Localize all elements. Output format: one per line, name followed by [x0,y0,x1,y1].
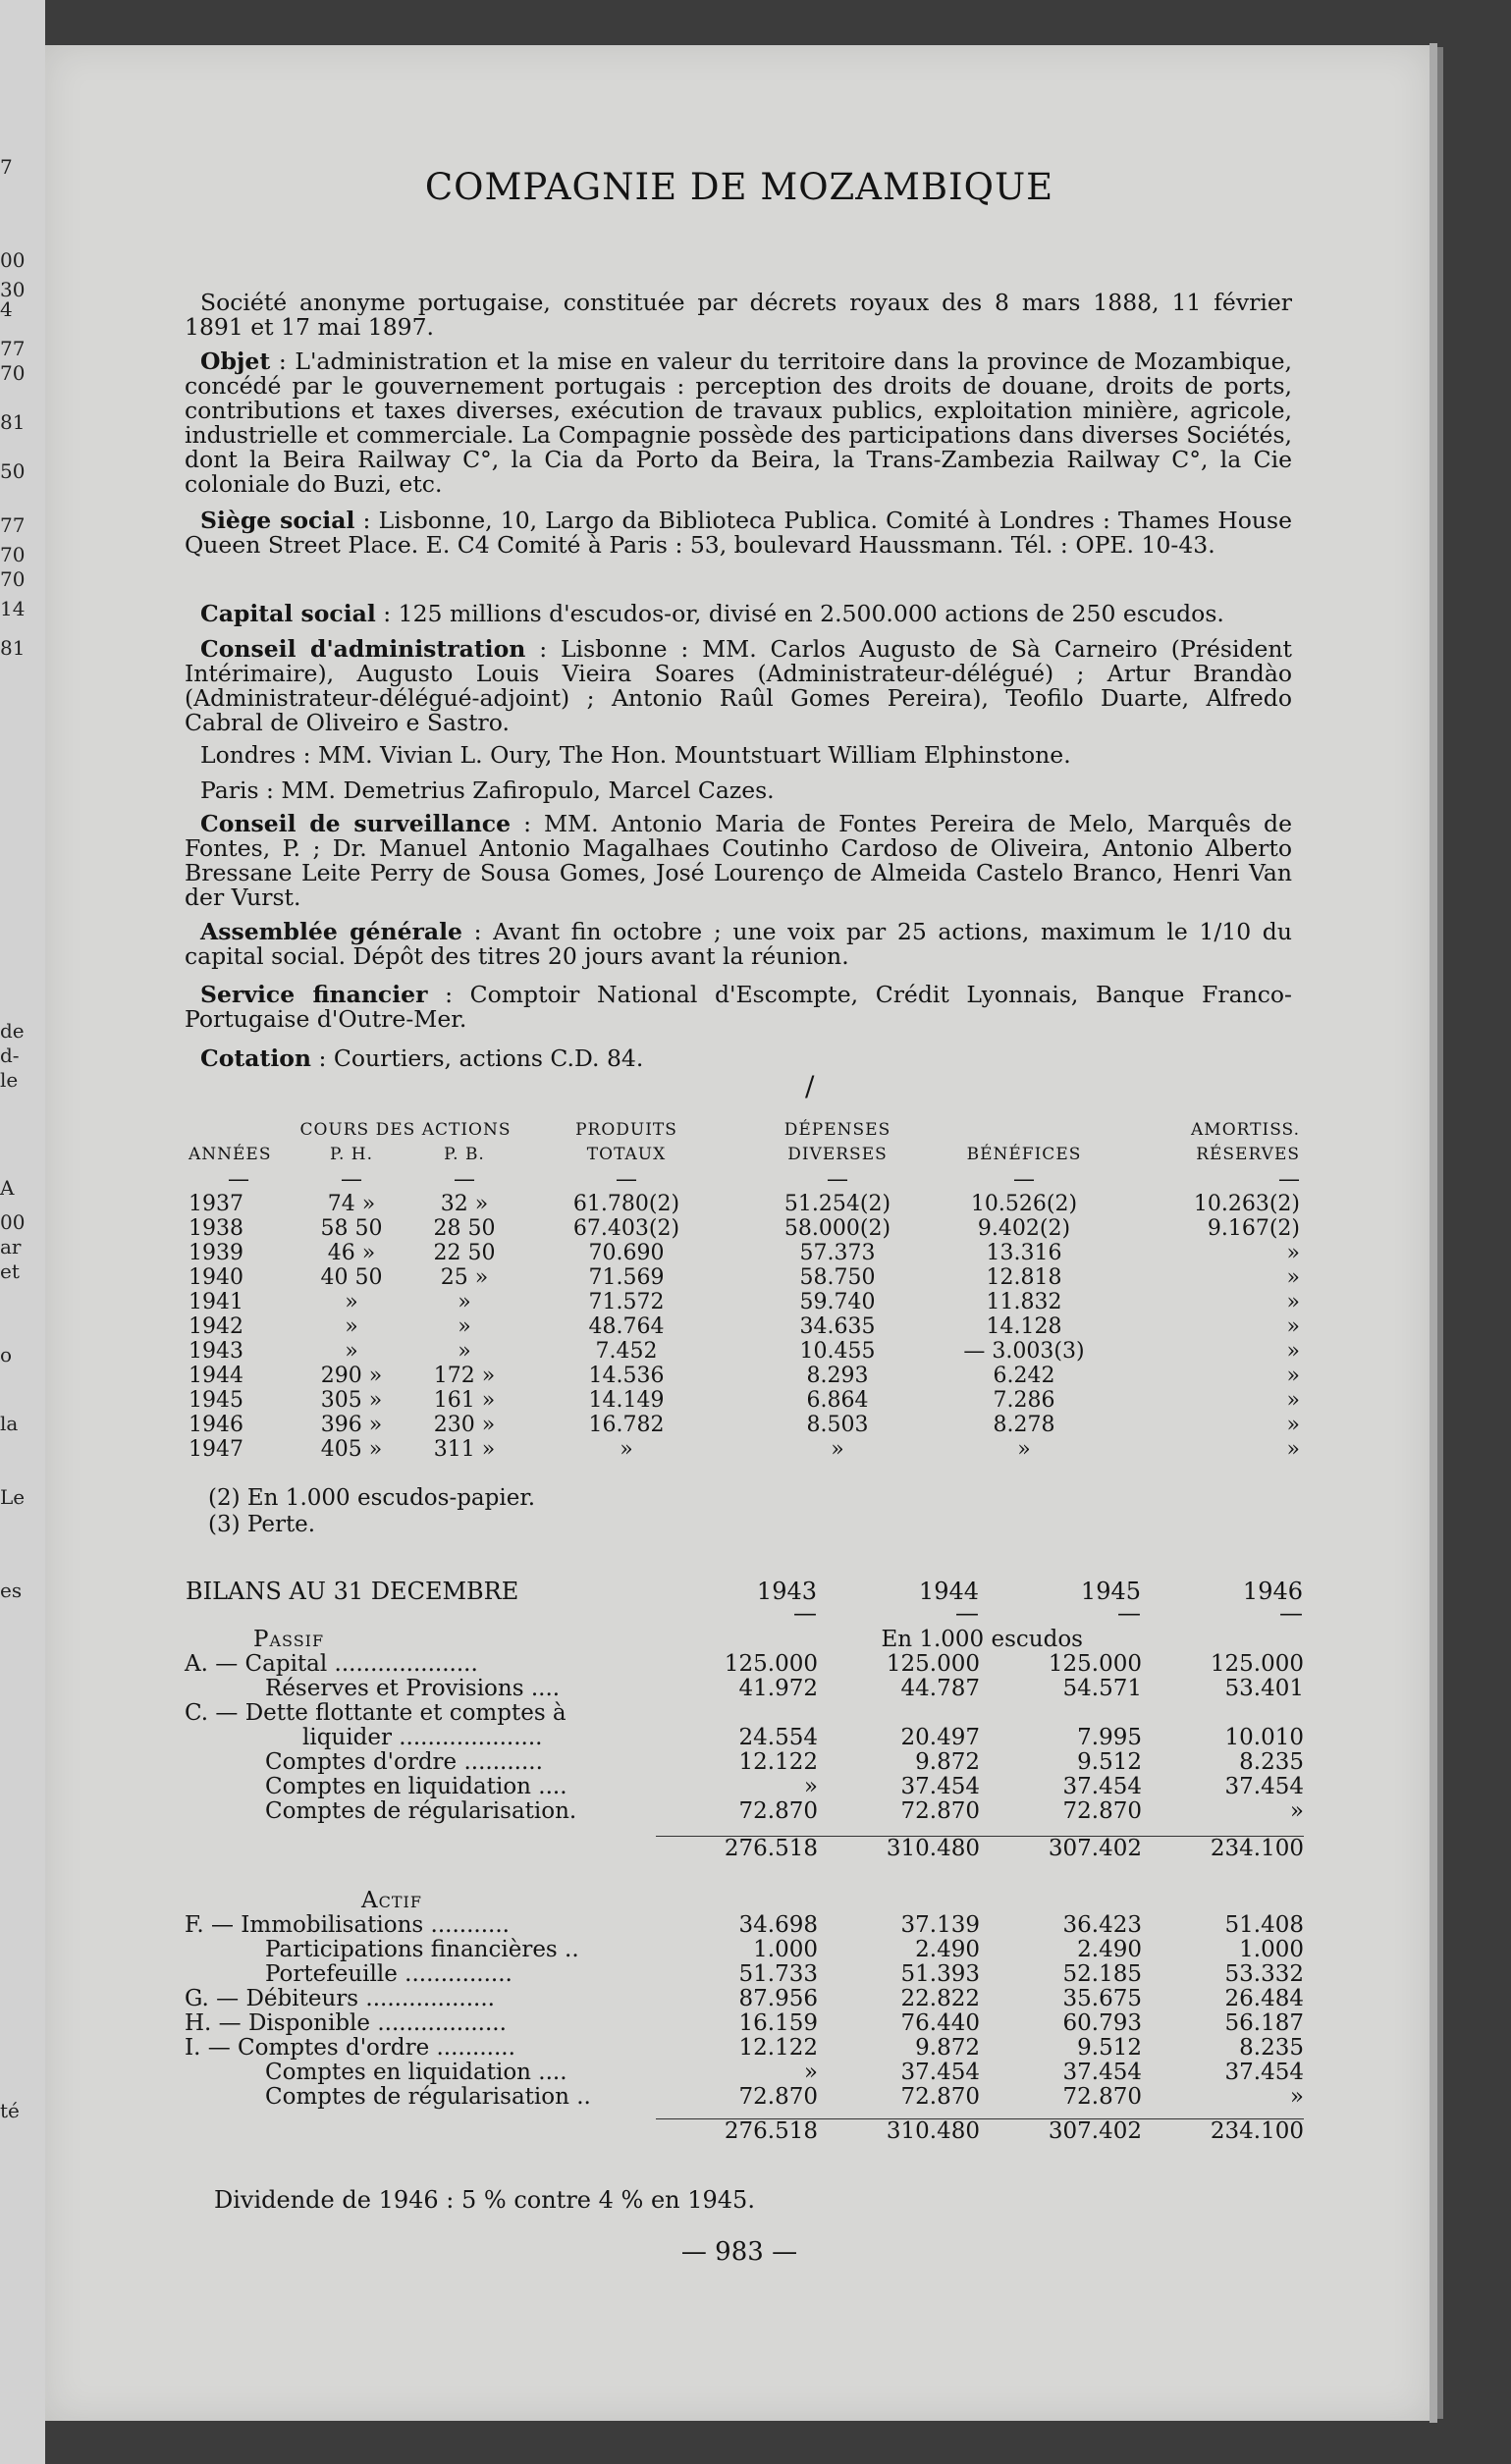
dash: — [616,1167,637,1192]
total-value: 307.402 [980,1836,1142,1861]
bilan-value: 52.185 [1062,1960,1142,1987]
cell-year: 1947 [189,1437,243,1462]
cell-dep: 57.373 [799,1241,876,1265]
cell-ben: 8.278 [993,1413,1055,1437]
assemblee-label: Assemblée générale [200,918,463,945]
bilan-value: 87.956 [738,1985,818,2011]
cell-dep: 51.254(2) [783,1192,891,1216]
bilan-value: 125.000 [724,1651,818,1677]
page-edge-shadow [1437,47,1443,2419]
total-value: 234.100 [1142,2119,1304,2145]
col-header-produits: PRODUITS [575,1120,677,1140]
bilan-value: » [1289,1798,1304,1824]
table-row [185,1364,1304,1388]
bilan-row [185,1726,1304,1750]
bilan-value: 37.454 [1062,2059,1142,2085]
surveillance-paragraph [185,812,1292,910]
cell-dep: 59.740 [799,1290,876,1314]
bilan-row [185,1701,1304,1726]
cell-pb: » [458,1290,471,1314]
bilan-row [185,2061,1304,2085]
cell-ph: 46 » [327,1241,376,1265]
bilan-value: 7.995 [1077,1725,1142,1750]
margin-fragment: 70 [0,543,26,566]
cell-year: 1946 [189,1413,243,1437]
margin-fragment: 00 [0,1210,26,1234]
table-row [185,1192,1304,1216]
cell-pb: » [458,1339,471,1364]
bilan-value [980,1701,1142,1726]
margin-fragment: 50 [0,459,26,483]
bilan-value: 44.787 [900,1676,980,1701]
note-3: (3) Perte. [208,1512,316,1537]
bilan-value: 125.000 [1048,1651,1142,1677]
bilan-value: 12.122 [738,1749,818,1775]
cell-dep: 6.864 [806,1388,869,1413]
cell-pb: 32 » [440,1192,489,1216]
cell-ph: » [345,1314,358,1339]
bilan-value: 72.870 [1062,2083,1142,2110]
dividend-note: Dividende de 1946 : 5 % contre 4 % en 1945. [214,2186,755,2214]
bilan-value: 72.870 [1062,1798,1142,1824]
table-row [185,1413,1304,1437]
cell-res: » [1286,1290,1300,1314]
cell-pb: 172 » [433,1364,496,1388]
table-row [185,1388,1304,1413]
bilans-title: BILANS AU 31 DECEMBRE [186,1578,519,1605]
history-table [185,1118,1304,1462]
bilan-value: 35.675 [1062,1985,1142,2011]
cell-dep: » [831,1437,844,1462]
bilan-row [185,1913,1304,1938]
cell-ph: 290 » [320,1364,383,1388]
margin-fragment: 81 [0,636,26,660]
margin-fragment: Le [0,1485,26,1509]
bilan-value: 56.187 [1224,2009,1304,2036]
capital-text: : 125 millions d'escudos-or, divisé en 2.500.000 actions de 250 escudos. [375,600,1224,627]
bilan-value [656,1701,818,1726]
bilan-value: 60.793 [1062,2009,1142,2036]
cell-res: » [1286,1437,1300,1462]
cell-year: 1938 [189,1216,243,1241]
bilan-label: Portefeuille ............... [265,1960,513,1987]
margin-fragment: la [0,1412,19,1435]
page-edge [1430,43,1437,2423]
bilan-value: 8.235 [1239,2034,1304,2061]
note-2: (2) En 1.000 escudos-papier. [208,1485,536,1511]
bilan-label: liquider .................... [302,1725,543,1750]
margin-fragment: 81 [0,410,26,434]
table-row [185,1290,1304,1314]
bilan-value: 12.122 [738,2034,818,2061]
page-title: COMPAGNIE DE MOZAMBIQUE [424,166,1054,208]
bilan-value: 37.454 [1224,1774,1304,1799]
adjacent-page-margin [0,0,45,2464]
cell-pb: 230 » [433,1413,496,1437]
cell-year: 1937 [189,1192,243,1216]
bilan-row [185,2085,1304,2110]
bilan-row [185,1987,1304,2011]
bilan-row [185,1799,1304,1824]
bilan-row [185,2036,1304,2061]
bilan-label: I. — Comptes d'ordre ........... [185,2034,515,2061]
table-row [185,1216,1304,1241]
margin-fragment: 70 [0,361,26,385]
cell-res: » [1286,1241,1300,1265]
bilan-row [185,1652,1304,1677]
table-row [185,1265,1304,1290]
cell-prod: 7.452 [595,1339,658,1364]
cell-dep: 58.000(2) [783,1216,891,1241]
cell-ph: » [345,1339,358,1364]
cell-ben: 6.242 [993,1364,1055,1388]
margin-fragment: ar [0,1235,22,1259]
bilan-value: 9.512 [1077,2034,1142,2061]
bilan-value: 1.000 [1239,1936,1304,1962]
cell-dep: 8.503 [806,1413,869,1437]
cell-res: 9.167(2) [1207,1216,1300,1241]
col-header-amort: AMORTISS. [1191,1120,1300,1140]
cell-year: 1945 [189,1388,243,1413]
cell-ph: » [345,1290,358,1314]
cell-prod: 16.782 [588,1413,665,1437]
cell-pb: 22 50 [433,1241,496,1265]
capital-paragraph [185,602,1292,626]
margin-fragment: 14 [0,597,26,620]
col-header-depenses: DÉPENSES [783,1120,891,1140]
bilan-row [185,1938,1304,1962]
bilans-header [185,1578,1304,1627]
total-value: 276.518 [656,1836,818,1861]
bilan-label: Comptes en liquidation .... [265,1774,567,1799]
year-1944: 1944 [918,1578,979,1605]
conseil-text: : Lisbonne : MM. Carlos Augusto de Sà Carneiro (Président Intérimaire), Augusto Louis Vieira Soares (Administrateur-délégué) ; Artur Brandào (Administrateur-délégué-adjoint) ; Antonio Raûl Gomes Pereira), Teofilo Duarte, Alfredo Cabral de Oliveiro e Sastro. [185,635,1292,736]
cell-dep: 10.455 [799,1339,876,1364]
bilan-value: 54.571 [1062,1676,1142,1701]
bilan-value: 72.870 [900,2083,980,2110]
cell-ben: — 3.003(3) [963,1339,1085,1364]
cell-ben: » [1017,1437,1031,1462]
cell-year: 1944 [189,1364,243,1388]
year-1946: 1946 [1242,1578,1303,1605]
cell-res: » [1286,1314,1300,1339]
bilan-value: 125.000 [886,1651,980,1677]
col-header-benefices: BÉNÉFICES [966,1145,1082,1164]
bilan-label: Participations financières .. [265,1936,579,1962]
cell-ben: 9.402(2) [977,1216,1071,1241]
bilan-label: Réserves et Provisions .... [265,1676,561,1701]
table-row [185,1314,1304,1339]
passif-total-row [185,1836,1304,1861]
siege-label: Siège social [200,507,355,534]
bilan-value: » [1289,2083,1304,2110]
bilan-value: 72.870 [738,1798,818,1824]
unit-label: En 1.000 escudos [881,1627,1083,1652]
cotation-paragraph [185,1046,1292,1071]
margin-fragment: o [0,1343,13,1366]
cell-year: 1940 [189,1265,243,1290]
total-value: 310.480 [818,2119,980,2145]
siege-paragraph [185,509,1292,558]
total-value: 234.100 [1142,1836,1304,1861]
assemblee-text: : Avant fin octobre ; une voix par 25 actions, maximum le 1/10 du capital social. Dépôt des titres 20 jours avant la réunion. [185,918,1292,970]
bilan-value [818,1701,980,1726]
dash: — [341,1167,362,1192]
col-header-cours: COURS DES ACTIONS [299,1120,512,1140]
margin-fragment: le [0,1068,19,1092]
cell-ben: 14.128 [986,1314,1062,1339]
bilan-value: 9.872 [915,1749,980,1775]
cell-prod: 14.536 [588,1364,665,1388]
societe-paragraph: Société anonyme portugaise, constituée par décrets royaux des 8 mars 1888, 11 février 1891 et 17 mai 1897. [185,289,1292,341]
cell-prod: » [620,1437,633,1462]
dash: — [827,1167,848,1192]
cell-res: » [1286,1339,1300,1364]
margin-fragment: 77 [0,513,26,537]
londres-paragraph: Londres : MM. Vivian L. Oury, The Hon. Mountstuart William Elphinstone. [200,741,1071,769]
cell-res: » [1286,1388,1300,1413]
table-row [185,1241,1304,1265]
margin-fragment: et [0,1259,20,1283]
bilan-row [185,1677,1304,1701]
cell-ph: 405 » [320,1437,383,1462]
book-page [45,45,1430,2421]
bilan-value: 34.698 [738,1911,818,1938]
cell-prod: 71.572 [588,1290,665,1314]
bilan-label: Comptes d'ordre ........... [265,1749,543,1775]
col-header-depenses-diverses: DIVERSES [787,1145,888,1164]
cell-dep: 34.635 [799,1314,876,1339]
cell-prod: 71.569 [588,1265,665,1290]
bilan-value: 2.490 [915,1936,980,1962]
margin-fragment: 4 [0,297,13,321]
cell-pb: 28 50 [433,1216,496,1241]
bilan-value: 20.497 [900,1725,980,1750]
bilan-label: Comptes de régularisation. [265,1798,577,1824]
actif-heading: Actif [361,1887,422,1913]
cell-res: » [1286,1265,1300,1290]
total-value: 276.518 [656,2119,818,2145]
bilan-value: 24.554 [738,1725,818,1750]
total-value: 310.480 [818,1836,980,1861]
bilan-value: 72.870 [738,2083,818,2110]
bilan-value: 51.733 [738,1960,818,1987]
dash: — [955,1599,979,1627]
cell-ben: 13.316 [986,1241,1062,1265]
bilan-value: 72.870 [900,1798,980,1824]
bilan-label: Comptes de régularisation .. [265,2083,591,2110]
cell-year: 1942 [189,1314,243,1339]
cotation-label: Cotation [200,1045,312,1072]
service-label: Service financier [200,981,428,1008]
cell-year: 1943 [189,1339,243,1364]
bilan-value: 22.822 [900,1985,980,2011]
cell-ben: 11.832 [986,1290,1062,1314]
bilan-value: 9.872 [915,2034,980,2061]
bilan-value: 10.010 [1224,1725,1304,1750]
bilan-value: » [803,2059,818,2085]
dash: — [1013,1167,1035,1192]
margin-fragment: té [0,2099,20,2122]
margin-fragment: 77 [0,337,26,360]
bilan-row [185,1750,1304,1775]
page-number: — 983 — [680,2237,798,2267]
cell-pb: 311 » [433,1437,496,1462]
cell-dep: 8.293 [806,1364,869,1388]
col-header-ph: P. H. [329,1145,374,1164]
bilan-value: 26.484 [1224,1985,1304,2011]
cell-prod: 48.764 [588,1314,665,1339]
conseil-paragraph [185,637,1292,735]
bilan-value: 51.408 [1224,1911,1304,1938]
cell-year: 1939 [189,1241,243,1265]
cell-prod: 61.780(2) [572,1192,680,1216]
margin-fragment: 70 [0,567,26,591]
surveillance-label: Conseil de surveillance [200,810,512,837]
bilan-value: 9.512 [1077,1749,1142,1775]
bilan-value: 1.000 [753,1936,818,1962]
bilan-value: 16.159 [738,2009,818,2036]
dash: — [1117,1599,1141,1627]
cell-ph: 40 50 [320,1265,383,1290]
bilan-row [185,2011,1304,2036]
col-header-annees: ANNÉES [189,1145,272,1164]
year-1943: 1943 [756,1578,817,1605]
table-row [185,1437,1304,1462]
service-paragraph [185,983,1292,1032]
bilan-label: Comptes en liquidation .... [265,2059,567,2085]
bilan-value: 37.454 [900,1774,980,1799]
bilan-value: 53.332 [1224,1960,1304,1987]
surveillance-text: : MM. Antonio Maria de Fontes Pereira de Melo, Marquês de Fontes, P. ; Dr. Manuel Antonio Magalhaes Coutinho Cardoso de Oliveira, Antonio Alberto Bressane Leite Perry de Sousa Gomes, José Lourenço de Almeida Castelo Branco, Henri Van der Vurst. [185,810,1292,911]
objet-text: : L'administration et la mise en valeur du territoire dans la province de Mozambique, concédé par le gouvernement portugais : perception des droits de douane, droits de ports, contributions et taxes diverses, exécution de travaux publics, exploitation minière, agricole, industrielle et commerciale. La Compagnie possède des participations dans diverses Sociétés, dont la Beira Railway C°, la Cia da Porto da Beira, la Trans-Zambezia Railway C°, la Cie coloniale do Buzi, etc. [185,348,1292,498]
col-header-pb: P. B. [444,1145,485,1164]
bilan-value [1142,1701,1304,1726]
table-notes [208,1485,535,1538]
cell-ph: 58 50 [320,1216,383,1241]
margin-fragment: 30 [0,278,26,301]
bilan-value: 37.139 [900,1911,980,1938]
bilan-row [185,1775,1304,1799]
margin-fragment: 7 [0,155,13,179]
objet-paragraph [185,349,1292,497]
bilan-value: 2.490 [1077,1936,1142,1962]
bilan-row [185,1962,1304,1987]
cell-res: » [1286,1413,1300,1437]
cell-ben: 7.286 [993,1388,1055,1413]
bilan-value: 37.454 [1224,2059,1304,2085]
bilan-label: F. — Immobilisations ........... [185,1911,510,1938]
dash: — [228,1167,249,1192]
cell-year: 1941 [189,1290,243,1314]
col-header-produits-totaux: TOTAUX [586,1145,667,1164]
cell-ben: 12.818 [986,1265,1062,1290]
cell-ph: 74 » [327,1192,376,1216]
passif-heading: Passif [253,1627,325,1652]
cell-dep: 58.750 [799,1265,876,1290]
bilan-value: 41.972 [738,1676,818,1701]
siege-text: : Lisbonne, 10, Largo da Biblioteca Publica. Comité à Londres : Thames House Queen Street Place. E. C4 Comité à Paris : 53, boulevard Haussmann. Tél. : OPE. 10-43. [185,507,1292,559]
cell-prod: 14.149 [588,1388,665,1413]
bilan-label: H. — Disponible .................. [185,2009,507,2036]
cell-ph: 305 » [320,1388,383,1413]
pencil-mark: / [805,1070,815,1102]
col-header-reserves: RÉSERVES [1196,1145,1300,1164]
table-row [185,1339,1304,1364]
cell-pb: 25 » [440,1265,489,1290]
margin-fragment: d- [0,1044,20,1067]
cell-res: 10.263(2) [1193,1192,1300,1216]
dash: — [454,1167,475,1192]
bilan-value: 76.440 [900,2009,980,2036]
bilans-table [185,1628,1304,2144]
cell-pb: » [458,1314,471,1339]
cell-pb: 161 » [433,1388,496,1413]
objet-label: Objet [200,348,271,375]
bilan-value: 8.235 [1239,1749,1304,1775]
bilan-label: A. — Capital .................... [185,1651,478,1677]
cell-res: » [1286,1364,1300,1388]
dash: — [1278,1167,1300,1192]
cell-ben: 10.526(2) [970,1192,1078,1216]
actif-total-row [185,2119,1304,2145]
margin-fragment: 00 [0,248,26,272]
margin-fragment: A [0,1176,15,1200]
service-text: : Comptoir National d'Escompte, Crédit Lyonnais, Banque Franco-Portugaise d'Outre-Mer. [185,981,1292,1033]
bilan-value: 37.454 [1062,1774,1142,1799]
margin-fragment: es [0,1579,23,1602]
year-1945: 1945 [1080,1578,1141,1605]
bilan-value: 125.000 [1210,1651,1304,1677]
cell-prod: 70.690 [588,1241,665,1265]
dash: — [793,1599,817,1627]
bilan-label: G. — Débiteurs .................. [185,1985,495,2011]
capital-label: Capital social [200,600,376,627]
bilan-value: 37.454 [900,2059,980,2085]
paris-paragraph: Paris : MM. Demetrius Zafiropulo, Marcel Cazes. [200,777,775,804]
conseil-label: Conseil d'administration [200,635,526,663]
total-value: 307.402 [980,2119,1142,2145]
bilan-value: 53.401 [1224,1676,1304,1701]
bilan-label: C. — Dette flottante et comptes à [185,1700,567,1726]
cell-ph: 396 » [320,1413,383,1437]
cotation-text: : Courtiers, actions C.D. 84. [311,1045,644,1072]
bilan-value: 36.423 [1062,1911,1142,1938]
assemblee-paragraph [185,920,1292,969]
dash: — [1279,1599,1303,1627]
margin-fragment: de [0,1019,25,1043]
bilan-value: » [803,1774,818,1799]
cell-prod: 67.403(2) [572,1216,680,1241]
bilan-value: 51.393 [900,1960,980,1987]
